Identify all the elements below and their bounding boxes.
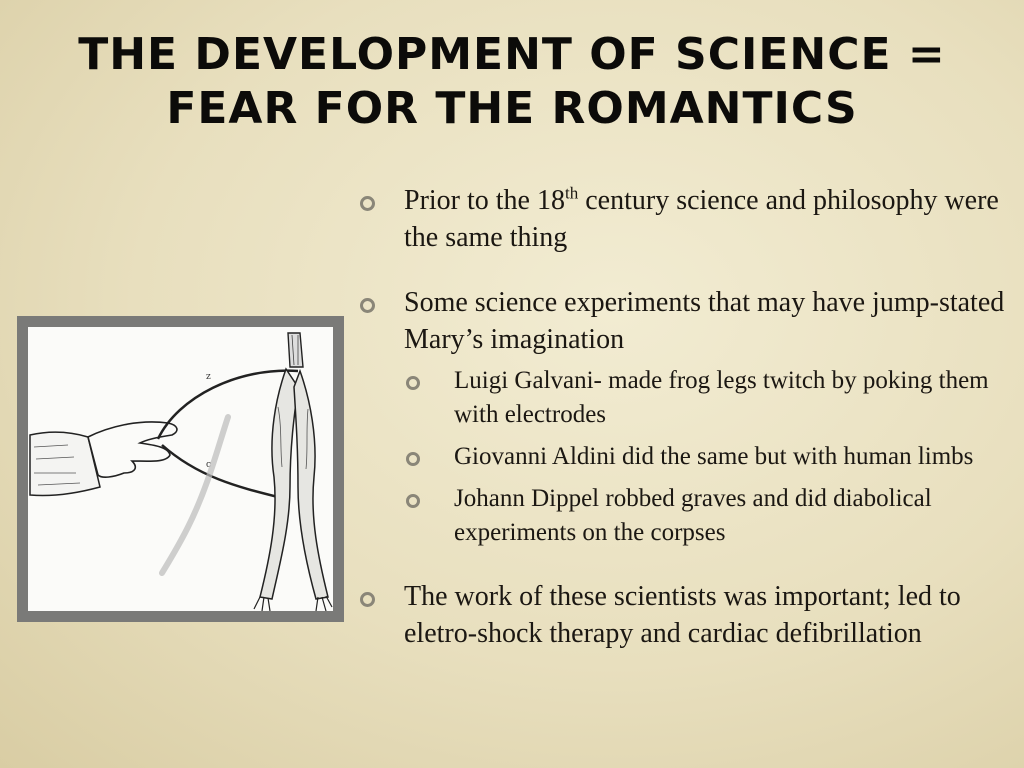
figure-frame — [17, 316, 344, 622]
wire-arc-lower — [162, 445, 278, 497]
subbullet-circle-icon — [406, 494, 420, 508]
frog-leg-right — [294, 371, 328, 599]
subbullet-item — [356, 440, 1006, 474]
bullet-text: Some science experiments that may have jump-stated Mary’s imagination — [404, 287, 1005, 355]
bullet-text: The work of these scientists was important; led to eletro-shock therapy and cardiac defibrillation — [404, 581, 961, 649]
title-line-2: FEAR FOR THE ROMANTICS — [166, 83, 858, 134]
subbullet-text: Luigi Galvani- made frog legs twitch by poking them with electrodes — [454, 367, 989, 428]
subbullet-text: Johann Dippel robbed graves and did diabolical experiments on the corpses — [454, 485, 932, 546]
bullet-item — [356, 578, 1006, 652]
bullet-circle-icon — [360, 298, 375, 313]
label-c: c — [206, 460, 212, 470]
frog-legs-drawing — [28, 327, 333, 611]
subbullet-item — [356, 364, 1006, 432]
bullet-circle-icon — [360, 592, 375, 607]
subbullet-text: Giovanni Aldini did the same but with human limbs — [454, 443, 974, 470]
subbullet-circle-icon — [406, 452, 420, 466]
faint-leg-motion — [162, 417, 228, 573]
bullet-text: Prior to the 18th century science and philosophy were the same thing — [404, 183, 999, 253]
label-z: z — [206, 372, 211, 382]
subbullet-circle-icon — [406, 376, 420, 390]
galvani-frog-legs-illustration — [28, 327, 333, 611]
subbullet-item — [356, 482, 1006, 550]
hook-shape — [288, 333, 303, 367]
frog-leg-left — [260, 369, 298, 599]
bullet-circle-icon — [360, 196, 375, 211]
bullet-item — [356, 284, 1006, 358]
bullet-list — [356, 182, 1006, 652]
bullet-item — [356, 182, 1006, 256]
title-line-1: THE DEVELOPMENT OF SCIENCE = — [78, 29, 946, 80]
slide-title — [0, 28, 1024, 136]
